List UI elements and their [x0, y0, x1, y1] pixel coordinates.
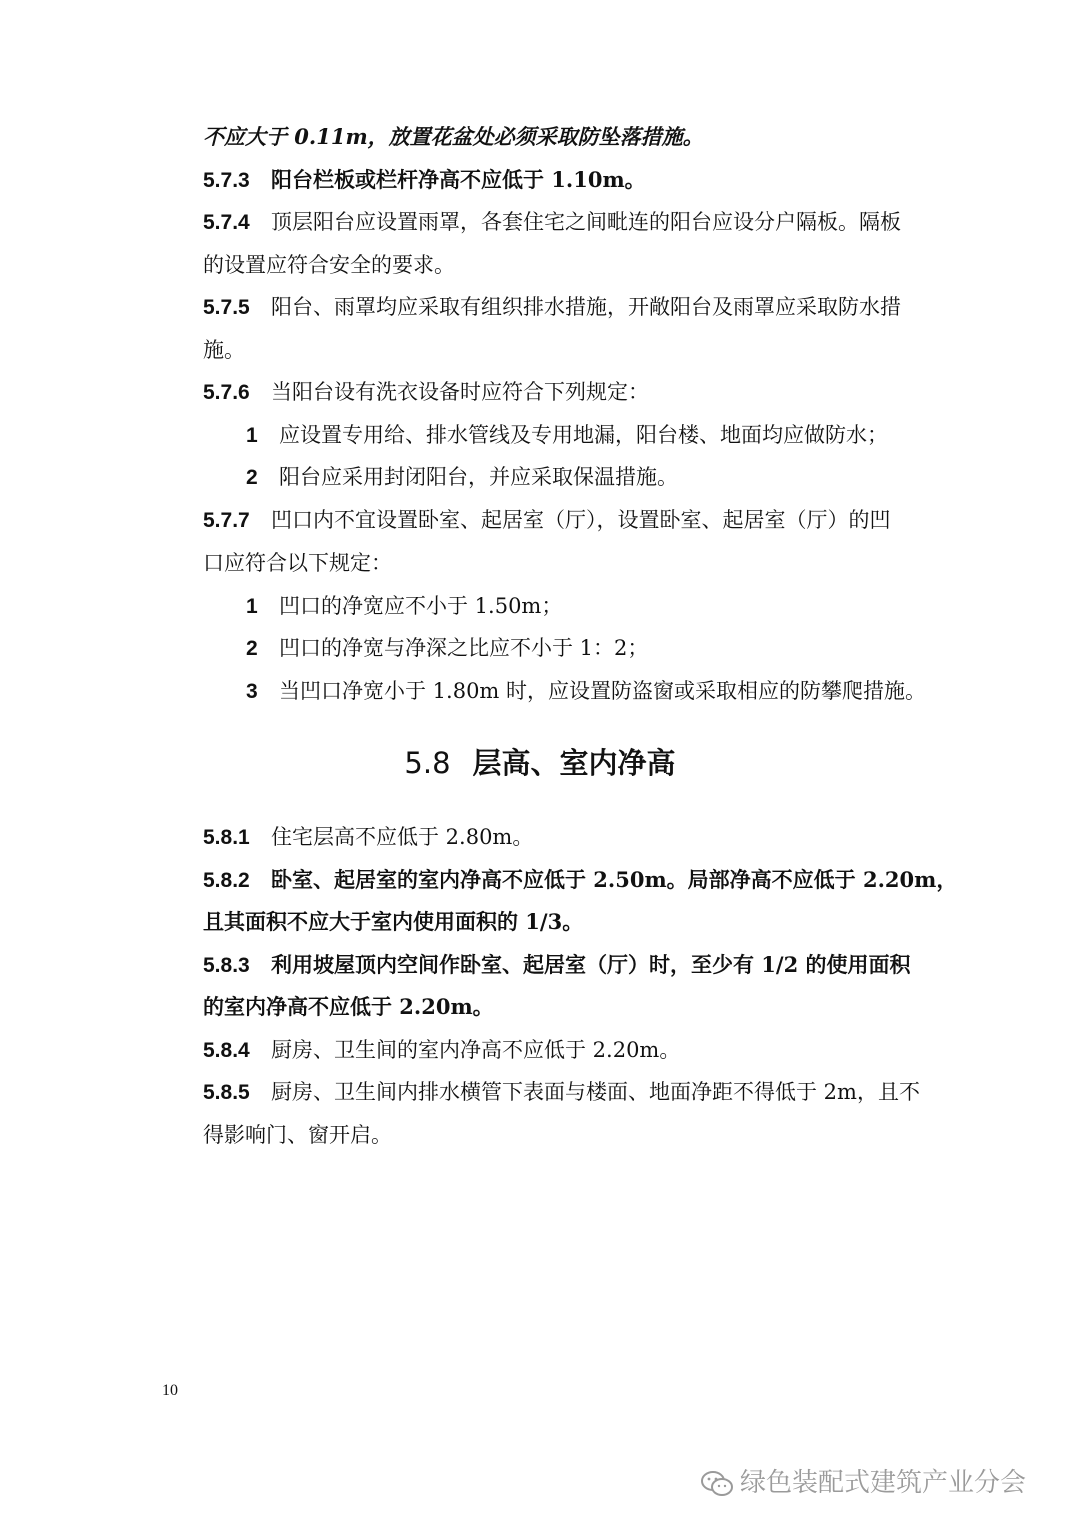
clause-number: 5.8.2 — [203, 869, 250, 892]
list-item-text: 应设置专用给、排水管线及专用地漏，阳台楼、地面均应做防水； — [279, 423, 888, 447]
clause-5-7-7 — [203, 505, 923, 536]
paragraph-continuation: 不应大于 0.11m，放置花盆处必须采取防坠落措施。 — [203, 124, 704, 149]
list-item — [246, 591, 562, 622]
clause-text: 厨房、卫生间内排水横管下表面与楼面、地面净距不得低于 2m，且不 — [271, 1080, 920, 1104]
clause-text: 当阳台设有洗衣设备时应符合下列规定： — [271, 380, 649, 404]
clause-continuation: 得影响门、窗开启。 — [203, 1123, 392, 1147]
list-item — [246, 420, 888, 451]
list-item — [246, 633, 648, 664]
list-item-number: 2 — [246, 466, 258, 489]
clause-number: 5.8.5 — [203, 1081, 250, 1104]
list-item-text: 当凹口净宽小于 1.80m 时，应设置防盗窗或采取相应的防攀爬措施。 — [279, 679, 927, 703]
clause-continuation: 施。 — [203, 338, 245, 362]
clause-number: 5.8.3 — [203, 954, 250, 977]
clause-5-8-4 — [203, 1035, 923, 1066]
clause-number: 5.7.4 — [203, 211, 250, 234]
clause-continuation: 且其面积不应大于室内使用面积的 1/3。 — [203, 909, 584, 934]
clause-continuation: 的室内净高不应低于 2.20m。 — [203, 994, 494, 1019]
list-item-number: 1 — [246, 424, 258, 447]
clause-number: 5.7.3 — [203, 169, 250, 192]
clause-number: 5.8.4 — [203, 1039, 250, 1062]
clause-text: 住宅层高不应低于 2.80m。 — [271, 825, 534, 849]
list-item-text: 凹口的净宽与净深之比应不小于 1：2； — [279, 636, 649, 660]
clause-text: 顶层阳台应设置雨罩，各套住宅之间毗连的阳台应设分户隔板。隔板 — [271, 210, 901, 234]
clause-5-7-4 — [203, 207, 923, 238]
page-number: 10 — [162, 1382, 178, 1399]
section-title: 层高、室内净高 — [472, 746, 676, 780]
list-item — [246, 676, 926, 707]
clause-5-7-6 — [203, 377, 923, 408]
clause-5-8-3 — [203, 950, 923, 981]
clause-number: 5.7.6 — [203, 381, 250, 404]
clause-text: 阳台栏板或栏杆净高不应低于 1.10m。 — [271, 167, 646, 192]
section-heading — [0, 743, 1080, 783]
clause-5-7-3 — [203, 165, 923, 196]
clause-number: 5.7.5 — [203, 296, 250, 319]
list-item-number: 3 — [246, 680, 258, 703]
watermark-text: 绿色装配式建筑产业分会 — [740, 1468, 1027, 1498]
clause-text: 利用坡屋顶内空间作卧室、起居室（厅）时，至少有 1/2 的使用面积 — [271, 952, 911, 977]
clause-5-8-2 — [203, 865, 958, 896]
wechat-icon — [700, 1470, 734, 1498]
clause-text: 凹口内不宜设置卧室、起居室（厅），设置卧室、起居室（厅）的凹 — [271, 508, 891, 532]
list-item-number: 2 — [246, 637, 258, 660]
clause-5-7-5 — [203, 292, 923, 323]
list-item — [246, 462, 678, 493]
clause-5-8-1 — [203, 822, 923, 853]
section-number: 5.8 — [404, 746, 451, 780]
list-item-text: 阳台应采用封闭阳台，并应采取保温措施。 — [279, 465, 678, 489]
clause-text: 卧室、起居室的室内净高不应低于 2.50m。局部净高不应低于 2.20m， — [271, 867, 958, 892]
clause-text: 厨房、卫生间的室内净高不应低于 2.20m。 — [271, 1038, 681, 1062]
clause-5-8-5 — [203, 1077, 923, 1108]
clause-continuation: 的设置应符合安全的要求。 — [203, 253, 455, 277]
clause-number: 5.7.7 — [203, 509, 250, 532]
watermark — [700, 1462, 1026, 1499]
clause-continuation: 口应符合以下规定： — [203, 551, 392, 575]
list-item-number: 1 — [246, 595, 258, 618]
clause-text: 阳台、雨罩均应采取有组织排水措施，开敞阳台及雨罩应采取防水措 — [271, 295, 901, 319]
clause-number: 5.8.1 — [203, 826, 250, 849]
list-item-text: 凹口的净宽应不小于 1.50m； — [279, 594, 563, 618]
